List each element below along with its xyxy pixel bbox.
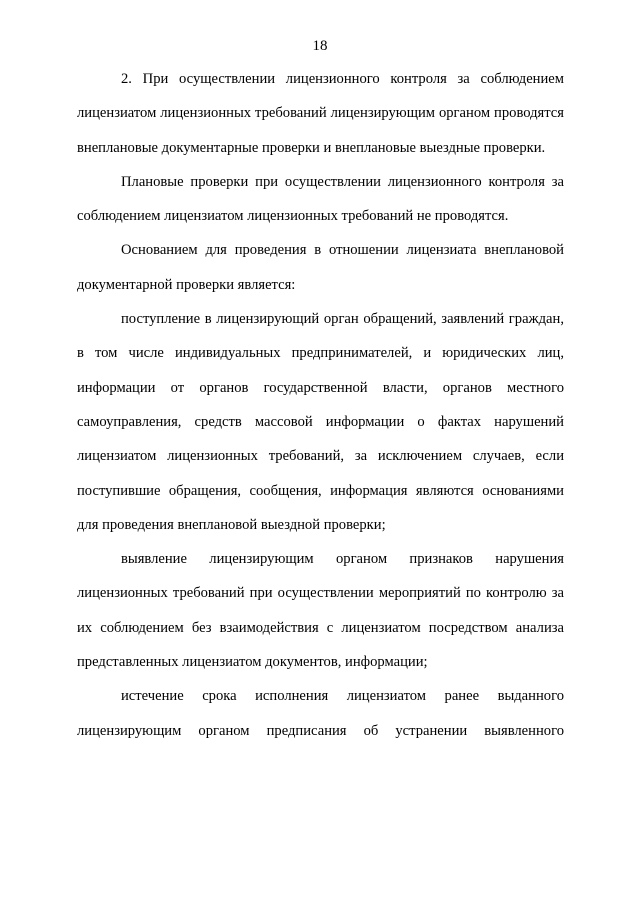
paragraph-licensing-control-inspections: 2. При осуществлении лицензионного контроля за соблюдением лицензиатом лицензионных требований лицензирующим органом проводятся внеплановые документарные проверки и внеплановые выездные проверки. (77, 71, 564, 156)
paragraph-ground-complaints: поступление в лицензирующий орган обращений, заявлений граждан, в том числе индивидуальных предпринимателей, и юридических лиц, информации от органов государственной власти, органов местного самоуправления, средств массовой информации о фактах нарушений лицензиатом лицензионных требований, за исключением случаев, если поступившие обращения, сообщения, информация являются основаниями для проведения внеплановой выездной проверки; (77, 311, 564, 533)
document-body (77, 62, 564, 748)
paragraph-planned-inspections: Плановые проверки при осуществлении лицензионного контроля за соблюдением лицензиатом лицензионных требований не проводятся. (77, 173, 564, 225)
paragraph-ground-order-expiry: истечение срока исполнения лицензиатом ранее выданного лицензирующим органом предписания об устранении выявленного (77, 688, 564, 739)
page-number: 18 (312, 38, 328, 54)
paragraph-grounds-intro: Основанием для проведения в отношении лицензиата внеплановой документарной проверки является: (77, 242, 564, 293)
paragraph-ground-violation-signs: выявление лицензирующим органом признаков нарушения лицензионных требований при осуществлении мероприятий по контролю за их соблюдением без взаимодействия с лицензиатом посредством анализа представленных лицензиатом документов, информации; (77, 551, 564, 671)
